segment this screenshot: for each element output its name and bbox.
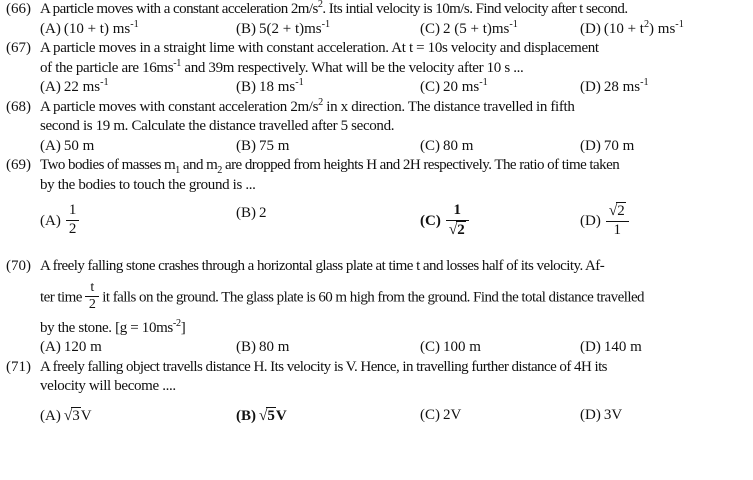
option-label: (D): [580, 339, 601, 356]
options-row: [40, 137, 751, 157]
option-text: ) ms: [649, 20, 676, 37]
option-label: (A): [40, 20, 61, 37]
radical-sign: √: [259, 406, 268, 424]
question-body: [40, 156, 753, 257]
question-number: (70): [6, 258, 31, 274]
option-d[interactable]: [580, 137, 634, 157]
radical-sign: √: [448, 220, 458, 238]
square-root-icon: [449, 222, 466, 239]
fraction-numerator: t: [85, 281, 99, 298]
radicand: 2: [457, 221, 465, 238]
vertical-spacer: [40, 195, 751, 204]
question-text-line: second is 19 m. Calculate the distance travelled after 5 second.: [40, 118, 395, 134]
subscript: 1: [175, 165, 180, 176]
option-label: (D): [580, 213, 601, 230]
question-number: (69): [6, 157, 31, 173]
question-text-part: A particle moves with a constant acceleration 2m/s: [40, 1, 318, 17]
fraction-numerator: 1: [66, 203, 80, 221]
question-text-part: are dropped from heights H and 2H respectively. The ratio of time taken: [221, 157, 620, 173]
option-d[interactable]: [580, 20, 684, 40]
option-label: (C): [420, 137, 440, 154]
question-text-part: Two bodies of masses m: [40, 157, 176, 173]
superscript: -1: [675, 18, 684, 30]
option-b[interactable]: [236, 406, 287, 427]
question-text-line: velocity will become ....: [40, 378, 176, 395]
option-label: (B): [236, 79, 256, 95]
option-text: 20 ms: [443, 79, 480, 95]
question-71: [0, 358, 753, 430]
options-row: [40, 338, 751, 358]
option-label: (A): [40, 137, 61, 154]
square-root-icon: [64, 406, 81, 427]
question-body: [40, 98, 753, 157]
option-label: (B): [236, 407, 256, 424]
option-text: 2 (5 + t)ms: [443, 20, 510, 37]
option-text: 80 m: [443, 137, 474, 154]
question-number: (67): [6, 40, 31, 56]
option-a[interactable]: [40, 338, 102, 358]
fraction: [606, 203, 629, 239]
question-text-part: it falls on the ground. The glass plate is 60 m high from the ground. Find the total distance travelled: [102, 289, 645, 306]
radical-sign: √: [63, 406, 73, 424]
radicand: 2: [617, 203, 625, 219]
option-d[interactable]: [580, 204, 631, 240]
option-text: 75 m: [259, 137, 290, 154]
question-text-line: [40, 59, 751, 79]
option-text: 5(2 + t)ms: [259, 20, 322, 37]
superscript: -1: [100, 77, 109, 88]
option-label: (A): [40, 407, 61, 424]
option-label: (A): [40, 212, 61, 229]
superscript: -1: [173, 57, 182, 69]
question-text-line: [40, 319, 751, 339]
option-label: (C): [420, 406, 440, 423]
option-a[interactable]: [40, 137, 94, 157]
option-text: (10 + t) ms: [63, 20, 131, 37]
option-text: 22 ms: [63, 79, 101, 95]
option-text: V: [80, 407, 92, 424]
question-text-part: and m: [179, 157, 218, 173]
question-text-line: A particle moves in a straight lime with constant acceleration. At t = 10s velocity and displacement: [40, 40, 599, 56]
option-c[interactable]: [420, 137, 473, 157]
superscript: -1: [509, 18, 518, 30]
question-69: [0, 156, 753, 257]
option-label: (D): [580, 137, 601, 154]
option-c[interactable]: [420, 204, 471, 240]
question-text-line: [40, 279, 751, 314]
option-b[interactable]: [236, 20, 330, 40]
question-number: (66): [6, 1, 31, 17]
question-text-line: [40, 156, 751, 176]
options-row: [40, 20, 751, 40]
question-text-part: A particle moves with constant acceleration 2m/s: [40, 98, 319, 115]
option-text: V: [275, 407, 287, 424]
question-text-line: A freely falling stone crashes through a horizontal glass plate at time t and losses half of its velocity. Af-: [40, 258, 605, 274]
option-a[interactable]: [40, 406, 92, 427]
question-body: [40, 39, 753, 98]
question-68: [0, 98, 753, 157]
option-text: 28 ms: [603, 79, 641, 95]
option-label: (A): [40, 79, 61, 95]
superscript: -1: [640, 77, 649, 88]
vertical-spacer: [40, 397, 751, 406]
option-b[interactable]: [236, 204, 267, 224]
radical-sign: √: [608, 202, 618, 219]
question-text-part: and 39m respectively. What will be the velocity after 10 s ...: [181, 59, 524, 76]
superscript: -1: [130, 18, 139, 30]
option-b[interactable]: [236, 137, 289, 157]
question-text-part: of the particle are 16ms: [40, 59, 174, 76]
option-text: 120 m: [63, 339, 102, 356]
option-b[interactable]: [236, 338, 289, 358]
fraction-denominator: 2: [88, 297, 96, 313]
option-label: (C): [420, 339, 440, 356]
option-text: 18 ms: [259, 79, 296, 95]
question-text-part: in x direction. The distance travelled in fifth: [322, 98, 575, 115]
question-text-part: ter time: [40, 289, 82, 306]
option-c[interactable]: [420, 338, 481, 358]
option-text: 80 m: [259, 339, 290, 356]
option-b[interactable]: [236, 78, 304, 98]
superscript: 2: [317, 0, 323, 10]
option-text: 2V: [443, 406, 462, 423]
question-67: [0, 39, 753, 98]
question-text-line: by the bodies to touch the ground is ...: [40, 176, 256, 193]
option-text: 3V: [603, 406, 623, 423]
option-c[interactable]: [420, 406, 461, 426]
option-label: (D): [580, 406, 601, 423]
option-label: (B): [236, 20, 256, 37]
question-number: (71): [6, 358, 31, 375]
question-text-part: . Its intial velocity is 10m/s. Find velocity after t second.: [322, 1, 628, 17]
question-70: [0, 257, 753, 358]
square-root-icon: [259, 406, 276, 427]
question-body: [40, 358, 753, 430]
square-root-icon: [609, 203, 626, 220]
question-text-part: ]: [180, 319, 186, 336]
radicand: 5: [267, 407, 275, 424]
option-text: (10 + t: [603, 20, 644, 37]
superscript: -1: [295, 77, 304, 88]
option-a[interactable]: [40, 204, 81, 239]
option-label: (D): [580, 79, 601, 95]
question-text-part: by the stone. [g = 10ms: [40, 319, 173, 336]
options-row: [40, 406, 751, 430]
option-text: 50 m: [63, 137, 95, 154]
option-a[interactable]: [40, 20, 139, 40]
option-label: (C): [420, 20, 440, 37]
question-text-line: [40, 98, 751, 118]
fraction: [66, 203, 80, 238]
option-d[interactable]: [580, 338, 642, 358]
question-text-line: [40, 0, 751, 20]
question-body: [40, 257, 753, 358]
option-label: (D): [580, 20, 601, 37]
question-number: (68): [6, 98, 31, 115]
options-row: [40, 204, 751, 257]
option-a[interactable]: [40, 78, 109, 98]
option-d[interactable]: [580, 406, 622, 426]
option-c[interactable]: [420, 78, 488, 98]
fraction-numerator: 1: [446, 203, 469, 221]
question-body: [40, 0, 753, 39]
question-text-line: A freely falling object travells distance H. Its velocity is V. Hence, in travelling further distance of 4H its: [40, 358, 607, 375]
subscript: 2: [217, 165, 222, 176]
option-label: (C): [420, 213, 441, 230]
option-label: (B): [236, 137, 256, 154]
superscript: -2: [172, 317, 181, 329]
superscript: -1: [479, 77, 488, 88]
option-c[interactable]: [420, 20, 518, 40]
option-text: 70 m: [603, 137, 635, 154]
fraction-denominator: 2: [68, 220, 77, 237]
option-text: 100 m: [443, 339, 481, 356]
radicand: 3: [72, 407, 80, 424]
question-66: [0, 0, 753, 39]
option-text: 140 m: [603, 339, 642, 356]
option-label: (B): [236, 205, 256, 221]
superscript: 2: [318, 96, 323, 108]
option-d[interactable]: [580, 78, 649, 98]
fraction-denominator: 1: [613, 221, 622, 238]
superscript: -1: [321, 18, 331, 30]
superscript: 2: [643, 18, 650, 30]
fraction: [85, 281, 99, 313]
fraction-denominator: [446, 221, 469, 239]
option-label: (C): [420, 79, 440, 95]
fraction: [446, 203, 469, 239]
option-label: (A): [40, 339, 61, 356]
option-text: 2: [259, 205, 267, 221]
option-label: (B): [236, 339, 256, 356]
fraction-numerator: [606, 203, 629, 222]
options-row: [40, 78, 751, 98]
